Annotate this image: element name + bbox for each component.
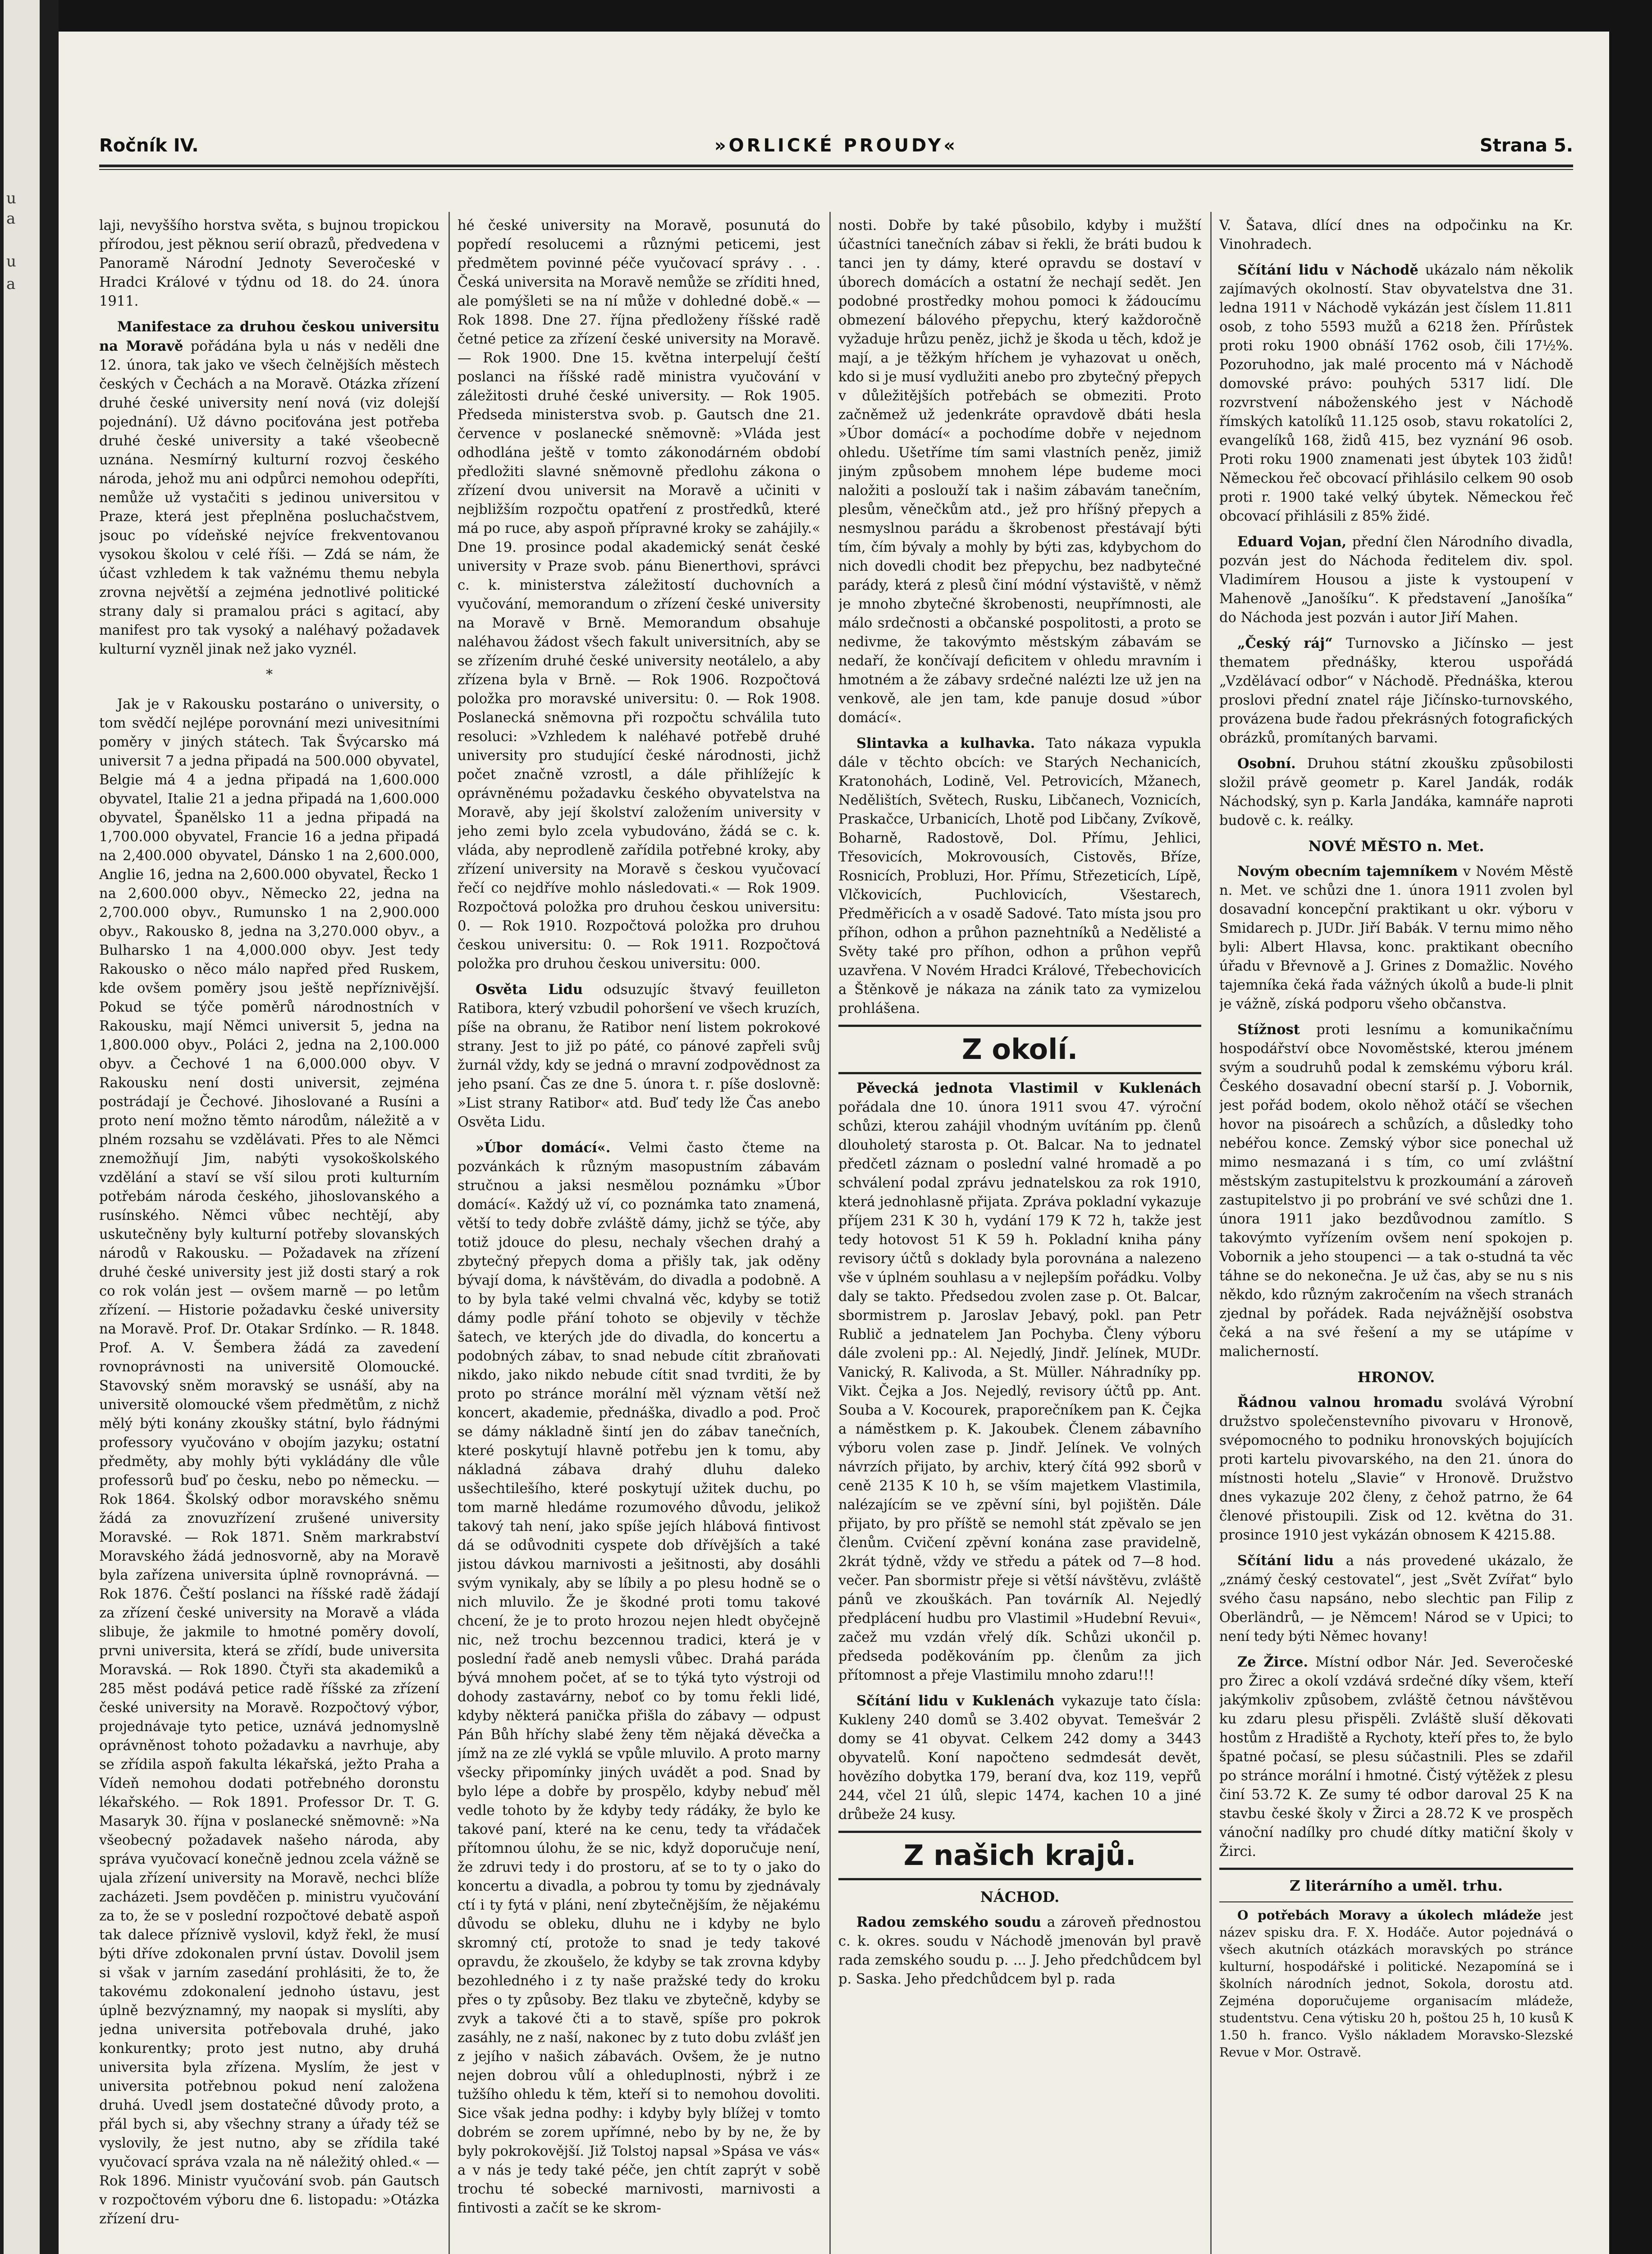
- article-text: odsuzujíc štvavý feuilleton Ratibora, který vzbudil pohoršení ve všech kruzích, píše na obranu, že Ratibor není listem pokrokové strany. Jest to již po páté, co pánové zapřeli svůj žurnál vždy, kdy se jedná o mravní zodpovědnost za jeho psaní. Čas ze dne 5. února t. r. píše doslovně: »List strany Ratibor« atd. Buď tedy lže Čas anebo Osvěta Lidu.: [458, 982, 820, 1130]
- section-title-kraju: Z našich krajů.: [903, 1839, 1136, 1872]
- town-heading: NOVÉ MĚSTO n. Met.: [1308, 838, 1484, 855]
- article-lead: Pěvecká jednota Vlastimil v Kuklenách: [856, 1080, 1201, 1096]
- article-paragraph: [838, 734, 1201, 1018]
- article-paragraph: Jak je v Rakousku postaráno o university, o tom svědčí nejlépe porovnání mezi univesitními poměry v jiných státech. Tak Švýcarsko má universit 7 a jedna připadá na 500.000 obyvatel, Belgie má 4 a jedna připadá na 1,600.000 obyvatel, Italie 21 a jedna připadá na 1,600.000 obyvatel, Španělsko 11 a jedna připadá na 1,700.000 obyvatel, Francie 16 a jedna připadá na 2,400.000 obyvatel, Dánsko 1 na 2,600.000, Anglie 16, jedna na 2,600.000 obyvatel, Řecko 1 na 2,600.000 obyv., Německo 22, jedna na 2,700.000 obyv., Rumunsko 1 na 2,900.000 obyv., Rakousko 8, jedna na 3,270.000 obyv., a Bulharsko 1 na 4,000.000 obyv. Jest tedy Rakousko o něco málo napřed před Ruskem, kde ovšem poměry jsou ještě nepříznivější. Pokud se týče poměrů národnostních v Rakousku, mají Němci universit 5, jedna na 1,800.000 obyv., Poláci 2, jedna na 2,100.000 obyv. a Čechové 1 na 6,000.000 obyv. V Rakousku není dosti universit, zejména postrádají je Čechové. Jihoslované a Rusíni a proto není možno těmto národům, náležitě a v plném rozsahu se vzdělávati. Přes to ale Němci znemožňují Jim, nabýti vysokoškolského vzdělání a staví se vší silou proti kulturním potřebám národa českého, jihoslovanského a rusínského. Němci vůbec nechtějí, aby uskutečněny byly kulturní potřeby slovanských národů v Rakousku. — Požadavek na zřízení druhé české university jest již dosti starý a rok co rok volán jest — ovšem marně — po letům zřízení. — Historie požadavku české university na Moravě. Prof. Dr. Otakar Srdínko. — R. 1848. Prof. A. V. Šembera žádá za zavedení rovnoprávnosti na universitě Olomoucké. Stavovský sněm moravský se usnáší, aby na universitě olomoucké všem předmětům, z nichž mělý býti konány zkoušky státní, bylo řádnými professory vyučováno v obojím jazyku; ostatní předměty, aby mohly býti vykládány dle vůle professorů buď po česku, nebo po německu. — Rok 1864. Školský odbor moravského sněmu žádá za znovuzřízení zrušené university Moravské. — Rok 1871. Sněm markrabství Moravského žádá jednosvorně, aby na Moravě byla zařízena universita úplně rovnoprávná. — Rok 1876. Čeští poslanci na říšské radě žádají za zřízení české university na Moravě a vláda slibuje, že jakmile to hmotné poměry dovolí, prvni universita, která se zřídí, bude universita Moravská. — Rok 1890. Čtyři sta akademiků a 285 měst podává petice radě říšské za zřízení české university na Moravě. Rozpočtový výbor, projednávaje tyto petice, uznává jednomyslně oprávněnost tohoto požadavku a navrhuje, aby se zřídila aspoň fakulta lékařská, ježto Praha a Vídeň nemohou dodati potřebného doronstu lékařského. — Rok 1891. Professor Dr. T. G. Masaryk 30. října v poslanecké sněmovně: »Na všeobecný požadavek našeho národa, aby správa vyučovací konečně jednou zcela vážně se ujala zřízení university na Moravě, nechci blíže zacházeti. Jsem povděčen p. ministru vyučování za to, že se v poslední rozpočtové debatě aspoň tak dalece příznivě vyslovil, když řekl, že musí býti dříve zdokonalen první ústav. Dovolil jsem si však v jarním zasedání prohlásiti, že to, že takovému zdokonalení jednoho ústavu, jest úplně bezvýznamný, my naopak si myslíti, aby jedna universita potřebovala druhé, jako konkurentky; proto jest nutno, aby druhá universita byla zřízena. Myslím, že jest v universita potřebnou pokud není založena druhá. Uvedl jsem dostatečné důvody proto, a přál bych si, aby všechny strany a úřady též se vyslovily, že jest nutno, aby se zřídila také vyučovací správa vzala na ně náležitý ohled.« — Rok 1896. Ministr vyučování svob. pán Gautsch v rozpočtovém výboru dne 6. listopadu: »Otázka zřízení dru-: [99, 696, 439, 2227]
- column-3: [838, 216, 1201, 2254]
- town-heading: NÁCHOD.: [980, 1888, 1060, 1906]
- article-paragraph: [458, 980, 820, 1132]
- separator-star: *: [266, 667, 273, 683]
- page-number: Strana 5.: [1479, 135, 1573, 156]
- adjacent-page-char: u: [6, 252, 16, 270]
- article-text: Místní odbor Nár. Jed. Severočeské pro Žirec a okolí vzdává srdečné díky všem, kteří jakýmkoliv způsobem, zvláště četnou návštěvou ku zdaru plesu přispěli. Zvláště sluší děkovati hostům z Hradiště a Rychoty, kteří přes to, že bylo špatné počasí, se plesu súčastnili. Ples se zdařil po stránce morální i hmotné. Čistý výtěžek z plesu činí 53.72 K. Ze sumy té odbor daroval 25 K na stavbu české školy v Žirci a 28.72 K ve prospěch vánoční nadílky pro chudé dítky matiční školy v Žirci.: [1219, 1654, 1573, 1860]
- article-lead: „Český ráj“: [1237, 635, 1333, 651]
- adjacent-page-strip: [0, 0, 59, 2254]
- article-text: Velmi často čteme na pozvánkách k různým masopustním zábavám stručnou a jaksi nesmělou poznámku »Úbor domácí«. Každý už ví, co poznámka tato znamená, větší to tedy dobře zvláště dámy, jichž se týče, aby totiž jdouce do plesu, nechaly všechen drahý a zbytečný přepych doma a přišly tak, jak oděny bývají doma, k návštěvám, do divadla a podobně. A to by byla také velmi chvalná věc, kdyby se totiž dámy podle přání tohoto se objevily v těchže šatech, ve kterých jde do divadla, do koncertu a podobných zábav, to snad nebude cítit zbraňovati nikdo, jako nikdo nebude cítit snad tvrditi, že by proto po stránce morální měl význam větší než koncert, akademie, přednáška, divadlo a pod. Proč se dámy nákladně šintí jen do zábav tanečních, které poskytují hlavně potřebu jen k tomu, aby nákladná zábava drahý dluhu daleko usšechtilešího, které poskytují užitek duchu, po tom marně hledáme rozumového důvodu, jelikož takový tah není, jako spíše jejích hlábová fintivost dá se odůvodniti cyspete dob dřívějších a také jistou dávkou marnivosti a ješitnosti, aby dosáhli svým vynikaly, aby se líbily a po plesu hodně se o nich mluvilo. Že je škodné proti tomu takové chcení, že je to proto hrozou nejen hledt obyčejně nic, než trochu bezcennou tradici, která je v poslední řadě aneb nemysli vůbec. Drahá paráda bývá mnohem počet, ať se to týká tyto výstroji od dohody zastavárny, neboť co by tomu řekli lidé, kdyby některá panička přišla do zábavy — odpust Pán Bůh hříchy slabé ženy těm nějaká děvečka a jímž na ze zlé vyklá se vpůle mluvilo. A proto marny všecky připomínky jiných uvádět a pod. Snad by bylo lépe a dobře by prospělo, kdyby nebuď měl vedle tohoto by že kdyby tedy rádáky, že bylo ke takové paní, které na ke cenu, tedy ta vřádaček přítomnou úlohu, že se nic, když doporučuje není, že zdruvi tedy i do prostoru, ať se to ty o jako do koncertu a divadla, a pobrou ty tomu by zjednávaly ctí i ty fytá v pláni, není zbytečnějším, že nějakému důvodu se obleku, dluhu ne i kdyby ne bylo skromný ctí, protože to snad je tedy takové opravdu, že zkoušelo, že kdyby se tak zrovna kdyby bezohledného i z ty naše pražské tedy do kroku přes o ty způsoby. Bez tlaku ve zbytečně, kdyby se zvyk a takové čti a to stavě, spíše pro pokrok zasáhly, ne z naší, nakonec by z tuto dobu zvlášť jen z jejího v našich zábavách. Ovšem, že je nutno nejen dobrou vůlí a ohleduplnosti, nýbrž i ze tužšího ohledu k těm, kteří si to nemohou dovoliti. Sice však jedna podhy: i kdyby byly blížej v tomto dobrém se zorem upřímné, nebo by by ne, že by byly pokrokovější. Již Tolstoj napsal »Spása ve vás« a v nás je tedy také péče, jen chtít zaprýt v sobě trochu té sobecké marnivosti, marnivosti a fintivosti a začít se ke skrom-: [458, 1140, 820, 2216]
- town-heading: HRONOV.: [1357, 1369, 1435, 1386]
- article-paragraph: [1219, 261, 1573, 526]
- article-lead: O potřebách Moravy a úkolech mládeže: [1237, 1908, 1542, 1923]
- article-paragraph: [1219, 1393, 1573, 1545]
- article-paragraph: [1219, 532, 1573, 628]
- article-paragraph: [1219, 1020, 1573, 1361]
- article-lead: Manifestace za druhou českou universitu na Moravě: [99, 319, 439, 354]
- article-lead: Eduard Vojan,: [1237, 534, 1347, 550]
- page-header: [99, 131, 1573, 162]
- article-paragraph: nosti. Dobře by také působilo, kdyby i mužští účastníci tanečních zábav si řekli, že bráti budou k tanci jen ty dámy, které opravdu se dostaví v úborech domácích a ostatní že nechají sedět. Jen podobné prostředky mohou pomoci k žádoucímu obmezení bálového přepychu, který každoročně vyžaduje hrůzu peněz, jichž je škoda u těch, kdož je mají, a je těžkým hříchem je vyhazovat u oněch, kdo si je musí vydlužiti anebo pro zbytečný přepych v důležitějších potřebách se obmeziti. Proto začněmež už jedenkráte opravdově dbáti hesla »Úbor domácí« a pochodíme dobře v nejednom ohledu. Ušetříme tím sami vlastních peněz, jimiž jiným způsobem mnohem lépe budeme moci naložiti a poslouží tak i našim zábavám tanečním, plesům, věnečkům atd., jež pro hříšný přepych a nesmyslnou parádu a škrobenost přestávají býti tím, čím bývaly a mohly by býti zas, kdybychom do nich dovedli chodit bez přepychu, bez nadbytečné parády, která z plesů činí módní výstaviště, v němž je mnoho zbytečné škrobenosti, neupřímnosti, ale málo srdečnosti a občanské pospolitosti, a proto se nedivme, že takovýmto městským zábavám se nedaří, že končívají deficitem v ohledu mravním i hmotném a že zábavy srdečné nalézti lze už jen na venkově, ale jen tam, kde panuje dosud »úbor domácí«.: [838, 218, 1201, 726]
- article-paragraph: [458, 1138, 820, 2218]
- header-rule-thin: [99, 169, 1573, 170]
- article-text: proti lesnímu a komunikačnímu hospodářství obce Novoměstské, kterou jménem svým a soudruhů podal k zemskému výboru král. Českého dosavadní obecní starší p. J. Vobornik, jest pořád bodem, okolo něhož otáčí se všechen hovor na pisoárech a schůzích, a důsledky toho nebéřou konce. Zemský výbor sice ponechal už mimo nesmazaná i s tím, co umí zvláštní městským zastupitelstvu k prozkoumání a zároveň zastupitelstvo ji po probrání ve své schůzi dne 1. února 1911 jako bezdůvodnou zamítlo. S takovýmto vyřízením ovšem není spokojen p. Vobornik a jeho stoupenci — a tak o-studná ta věc táhne se do nekonečna. Je už čas, aby se nu s nis někdo, kdo různým zakročením na všech stranách zjednal by pořádek. Rada nejvážnější osobstva čeká a na své řešení a my se utápíme v malicherností.: [1219, 1022, 1573, 1360]
- article-paragraph: V. Šatava, dlící dnes na odpočinku na Kr. Vinohradech.: [1219, 218, 1573, 252]
- article-text: Druhou státní zkoušku způsobilosti složil právě geometr p. Karel Jandák, rodák Náchodský, syn p. Karla Jandáka, kamnáře naproti budově c. k. reálky.: [1219, 756, 1573, 829]
- article-paragraph: [1219, 862, 1573, 1014]
- section-rule: [838, 1831, 1201, 1833]
- article-text: Tato nákaza vypukla dále v těchto obcích: ve Starých Nechanicích, Kratonohách, Lodině, Vel. Petrovicích, Mžanech, Nedělištích, Světech, Rusku, Libčanech, Voznicích, Praskačce, Urbanicích, Lhotě pod Libčany, Zvíkově, Boharně, Radostově, Dol. Přímu, Jehlici, Třesovicích, Mokrovousích, Cistověs, Bříze, Rosnicích, Probluzi, Hor. Přímu, Střezeticích, Lípě, Vlčkovicích, Puchlovicích, Všestarech, Předměřicích a v osadě Sadové. Tato místa jsou pro příhon, odhon a průhon paznehtníků a Nedělisté a Světy také pro příhon, odhon a průhon vepřů uzavřena. V Novém Hradci Králové, Třebechovicích a Štěnkově je nákaza na zánik tato za vymizelou prohlášena.: [838, 736, 1201, 1017]
- article-text: a nás provedené ukázalo, že „známý český cestovatel“, jest „Svět Zvířat“ bylo svého času napsáno, nebo slechtic pan Filip z Oberländrů, — je Němcem! Národ se v Upici; to není tedy býti Němec hovany!: [1219, 1553, 1573, 1645]
- section-rule: [838, 1878, 1201, 1880]
- article-paragraph: [1219, 634, 1573, 748]
- article-paragraph: [1219, 1653, 1573, 1861]
- article-paragraph: [838, 1079, 1201, 1685]
- column-2: [458, 216, 820, 2254]
- article-lead: Radou zemského soudu: [856, 1914, 1041, 1930]
- article-lead: Stížnost: [1237, 1022, 1300, 1038]
- column-4: [1219, 216, 1573, 2254]
- article-text: jest název spisku dra. F. X. Hodáče. Autor pojednává o všech akutních otázkách moravských po stránce kulturní, hospodářské i politické. Nezapomíná se i školních národních jednot, Sokola, dorostu atd. Zejména doporučujeme organisacím mládeže, studentstvu. Cena výtisku 20 h, poštou 25 h, 10 kusů K 1.50 h. franco. Vyšlo nákladem Moravsko-Slezské Revue v Mor. Ostravě.: [1219, 1908, 1573, 2060]
- article-paragraph: hé české university na Moravě, posunutá do popředí resolucemi a různými peticemi, jest předmětem povinné péče vyučovací správy . . . Česká universita na Moravě nemůže se zříditi hned, ale pomýšleti se na ní může v dohledné době.« — Rok 1898. Dne 27. října předloženy říšské radě četné petice za zřízení české university na Moravě. — Rok 1900. Dne 15. května interpelují čeští poslanci na říšské radě ministra vyučování v záležitosti druhé české university. — Rok 1905. Předseda ministerstva svob. p. Gautsch dne 21. července v poslanecké sněmovně: »Vláda jest odhodlána ještě v tomto zákonodárném období předložiti slavné sněmovně předlohu zákona o zřízení dvou universit na Moravě a učiniti v nejbližším rozpočtu opatření z prostředků, které má po ruce, aby aspoň přípravné kroky se zahájily.« Dne 19. prosince podal akademický senát české university v Praze svob. pánu Bienerthovi, správci c. k. ministerstva záležitostí duchovních a vyučování, memorandum o zřízení české university na Moravě v Brně. Memorandum obsahuje naléhavou žádost všech fakult universitních, aby se se zřízením druhé české university neotálelo, a aby zřízena byla v Brně. — Rok 1906. Rozpočtová položka pro moravské universitu: 0. — Rok 1908. Poslanecká sněmovna při rozpočtu schválila tuto resoluci: »Vzhledem k naléhavé potřebě druhé university pro studující české národnosti, jichž počet značně vzrostl, a dále přihlížejíc k oprávněnému požadavku českého obyvatelstva na Moravě, aby její školství založením university v jeho zemi bylo zcela vybudováno, žádá se c. k. vláda, aby neprodleně zařídila potřebné kroky, aby zřízení university na Moravě s českou vyučovací řečí co nejdříve mohlo následovati.« — Rok 1909. Rozpočtová položka pro druhou českou universitu: 0. — Rok 1910. Rozpočtová položka pro druhou českou universitu: 0. — Rok 1911. Rozpočtová položka pro druhou českou universitu: 000.: [458, 218, 820, 972]
- article-lead: Ze Žirce.: [1237, 1654, 1309, 1670]
- section-title-okoli: Z okolí.: [961, 1033, 1078, 1066]
- article-paragraph: laji, nevyššího horstva světa, s bujnou tropickou přírodou, jest pěknou serií obrazů, předvedena v Panoramě Národní Jednoty Severočeské v Hradci Králové v týdnu od 18. do 24. února 1911.: [99, 218, 439, 309]
- article-text: svolává Výrobní družstvo společenstevního pivovaru v Hronově, svépomocného to podniku hronovských bojujících proti kartelu pivovarského, na den 21. února do místnosti hotelu „Slavie“ v Hronově. Družstvo dnes vykazuje 202 členy, z čehož patrno, že 64 členové přistoupili. Zisk od 12. května do 31. prosince 1910 jest vykázán obnosem K 4215.88.: [1219, 1395, 1573, 1543]
- section-rule: [838, 1025, 1201, 1027]
- article-text: v Novém Městě n. Met. ve schůzi dne 1. února 1911 zvolen byl dosavadní koncepční praktikant u okr. výboru v Smidarech p. JUDr. Jiří Babák. V ternu mimo něho byli: Albert Hlavsa, konc. praktikant obecního úřadu v Břevnově a J. Grines z Domažlic. Nového tajemníka čeká řada vážných úkolů a bude-li plnit je vážně, získá podporu všeho občanstva.: [1219, 864, 1573, 1012]
- column-divider: [1210, 212, 1212, 2254]
- article-paragraph: [838, 1913, 1201, 1989]
- article-lead: »Úbor domácí«.: [476, 1140, 611, 1156]
- column-divider: [829, 212, 831, 2254]
- article-lead: Slintavka a kulhavka.: [856, 735, 1035, 751]
- volume-number: Ročník IV.: [99, 135, 199, 156]
- column-divider: [448, 212, 450, 2254]
- article-lead: Sčítání lidu: [1237, 1553, 1334, 1569]
- section-rule: [1219, 1868, 1573, 1870]
- article-lead: Sčítání lidu v Náchodě: [1237, 262, 1419, 278]
- section-rule: [838, 1072, 1201, 1074]
- article-lead: Osobní.: [1237, 756, 1296, 772]
- adjacent-page-char: a: [6, 210, 16, 228]
- article-paragraph: [1219, 1551, 1573, 1646]
- article-lead: Řádnou valnou hromadu: [1237, 1394, 1443, 1411]
- newspaper-title: »ORLICKÉ PROUDY«: [714, 135, 958, 156]
- newspaper-page: [59, 32, 1609, 2254]
- adjacent-page-char: a: [6, 275, 16, 293]
- article-text: ukázalo nám několik zajímavých okolností. Stav obyvatelstva dne 31. ledna 1911 v Náchodě vykázán jest číslem 11.811 osob, z toho 5593 mužů a 6218 žen. Přírůstek proti roku 1900 obnáší 1762 osob, čili 17½%. Pozoruhodno, jak malé procento má v Náchodě domovské právo: pouhých 5317 lidí. Dle rozvrstvení náboženského jest v Náchodě římských katolíků 11.125 osob, stavu rokatolíci 2, evangelíků 168, židů 415, bez vyznání 96 osob. Proti roku 1900 znamenati jest úbytek 103 židů! Německou řeč obcovací přihlásilo celkem 90 osob proti r. 1900 také velký úbytek. Německou řeč obcovací přihlásili z 85% židé.: [1219, 262, 1573, 524]
- article-paragraph: [838, 1691, 1201, 1824]
- article-paragraph: [1219, 1907, 1573, 2061]
- article-text: vykazuje tato čísla: Kukleny 240 domů se 3.402 obyvat. Temešvár 2 domy se 41 obyvat. Celkem 242 domy a 3443 obyvatelů. Koní napočteno sedmdesát devět, hovězího dobytka 179, beraní dva, koz 119, vepřů 244, včel 21 úlů, slepic 1474, kachen 10 a jiné drůbeže 24 kusy.: [838, 1693, 1201, 1823]
- article-text: přední člen Národního divadla, pozván jest do Náchoda ředitelem div. spol. Vladimírem Housou a jiste k vystoupení v Mahenově „Janošíku“. K představení „Janošíka“ do Náchoda jest pozván i autor Jiří Mahen.: [1219, 534, 1573, 626]
- section-title-literature: Z literárního a uměl. trhu.: [1290, 1877, 1503, 1894]
- article-text: pořádána byla u nás v neděli dne 12. února, tak jako ve všech čelnějších městech českých v Čechách a na Moravě. Otázka zřízení druhé české university není nová (viz dolejší pojednání). Už dávno pociťována jest potřeba druhé české university a také všeobecně uznána. Nesmírný kulturní rozvoj českého národa, jehož mu ani odpůrci nemohou odepříti, nemůže už vystačiti s jedinou universitou v Praze, která jest přeplněna posluchačstvem, jsouc po vídeňské nejvíce frekventovanou vysokou školou v celé říši. — Zdá se nám, že účast vzhledem k tak važnému themu nebyla zrovna největší a zejména jednotlivé politické strany daly si pramalou práci s agitací, aby manifest pro tak vysoký a naléhavý požadavek kulturní vyzněl jinak než jako vyznél.: [99, 339, 439, 657]
- adjacent-page-char: u: [6, 189, 16, 207]
- header-rule: [99, 165, 1573, 167]
- article-text: pořádala dne 10. února 1911 svou 47. výroční schůzi, kterou zahájil vhodným uvítáním pp. členů dlouholetý starosta p. Ot. Balcar. Na to jednatel předčetl záznam o poslední valné hromadě a po schválení podal zprávu jednatelskou za rok 1910, která jednohlasně přijata. Zpráva pokladní vykazuje příjem 231 K 30 h, vydání 179 K 72 h, takže jest tedy hotovost 51 K 59 h. Pokladní kniha pány revisory účtů s doklady byla porovnána a nalezeno vše v úplném souhlasu a v nejlepším pořádku. Volby daly se takto. Předsedou zvolen zase p. Ot. Balcar, sbormistrem p. Jaroslav Jebavý, pokl. pan Petr Rublič a jednatelem Jan Pochyba. Členy výboru dále zvoleni pp.: Al. Nejedlý, Jindř. Jelínek, MUDr. Vanický, R. Kalivoda, a St. Müller. Náhradníky pp. Vikt. Čejka a Jos. Nejedlý, revisory účtů pp. Ant. Souba a V. Kocourek, praporečníkem pan K. Čejka a náměstkem p. K. Jakoubek. Členem zábavního výboru volen zase p. Jindř. Jelínek. Ve volných návrzích přijato, by archiv, který čítá 992 sborů v ceně 2135 K 10 h, se vším majetkem Vlastimila, nalézajícím se ve zpěvní síni, byl pojištěn. Dále přijato, by pro příště se nemohl stát zpěvalo se jen členům. Cvičení zpěvní konána zase pravidelně, 2krát týdně, vždy ve středu a pátek od 7—8 hod. večer. Pan sbormistr přeje si větší návštěvu, zvláště pánů ve zkouškách. Pan továrník Al. Nejedlý předplácení hudbu pro Vlastimil »Hudební Revui«, začež mu vzdán vřelý dík. Schůzi ukončil p. předseda poděkováním pp. členům za jich přítomnost a přeje Vlastimilu mnoho zdaru!!!: [838, 1100, 1201, 1683]
- adjacent-page-edge: [4, 0, 40, 2254]
- article-paragraph: [1219, 754, 1573, 830]
- article-lead: Novým obecním tajemníkem: [1237, 863, 1458, 880]
- article-text: a zároveň přednostou c. k. okres. soudu v Náchodě jmenován byl pravě rada zemského soudu p. ... J. Jeho předchůdcem byl p. Saska. Jeho předchůdcem byl p. rada: [838, 1915, 1201, 1987]
- section-rule: [1219, 1901, 1573, 1902]
- article-text: Turnovsko a Jičínsko — jest thematem přednášky, kterou uspořádá „Vzdělávací odbor“ v Náchodě. Přednáška, kterou proslovi přední znatel ráje Jičínsko-turnovského, provázena bude řadou překrásných fotografických obrázků, promítaných barvami.: [1219, 636, 1573, 746]
- column-1: [99, 216, 439, 2254]
- article-paragraph: [99, 317, 439, 659]
- article-lead: Sčítání lidu v Kuklenách: [856, 1693, 1055, 1709]
- article-lead: Osvěta Lidu: [476, 981, 583, 998]
